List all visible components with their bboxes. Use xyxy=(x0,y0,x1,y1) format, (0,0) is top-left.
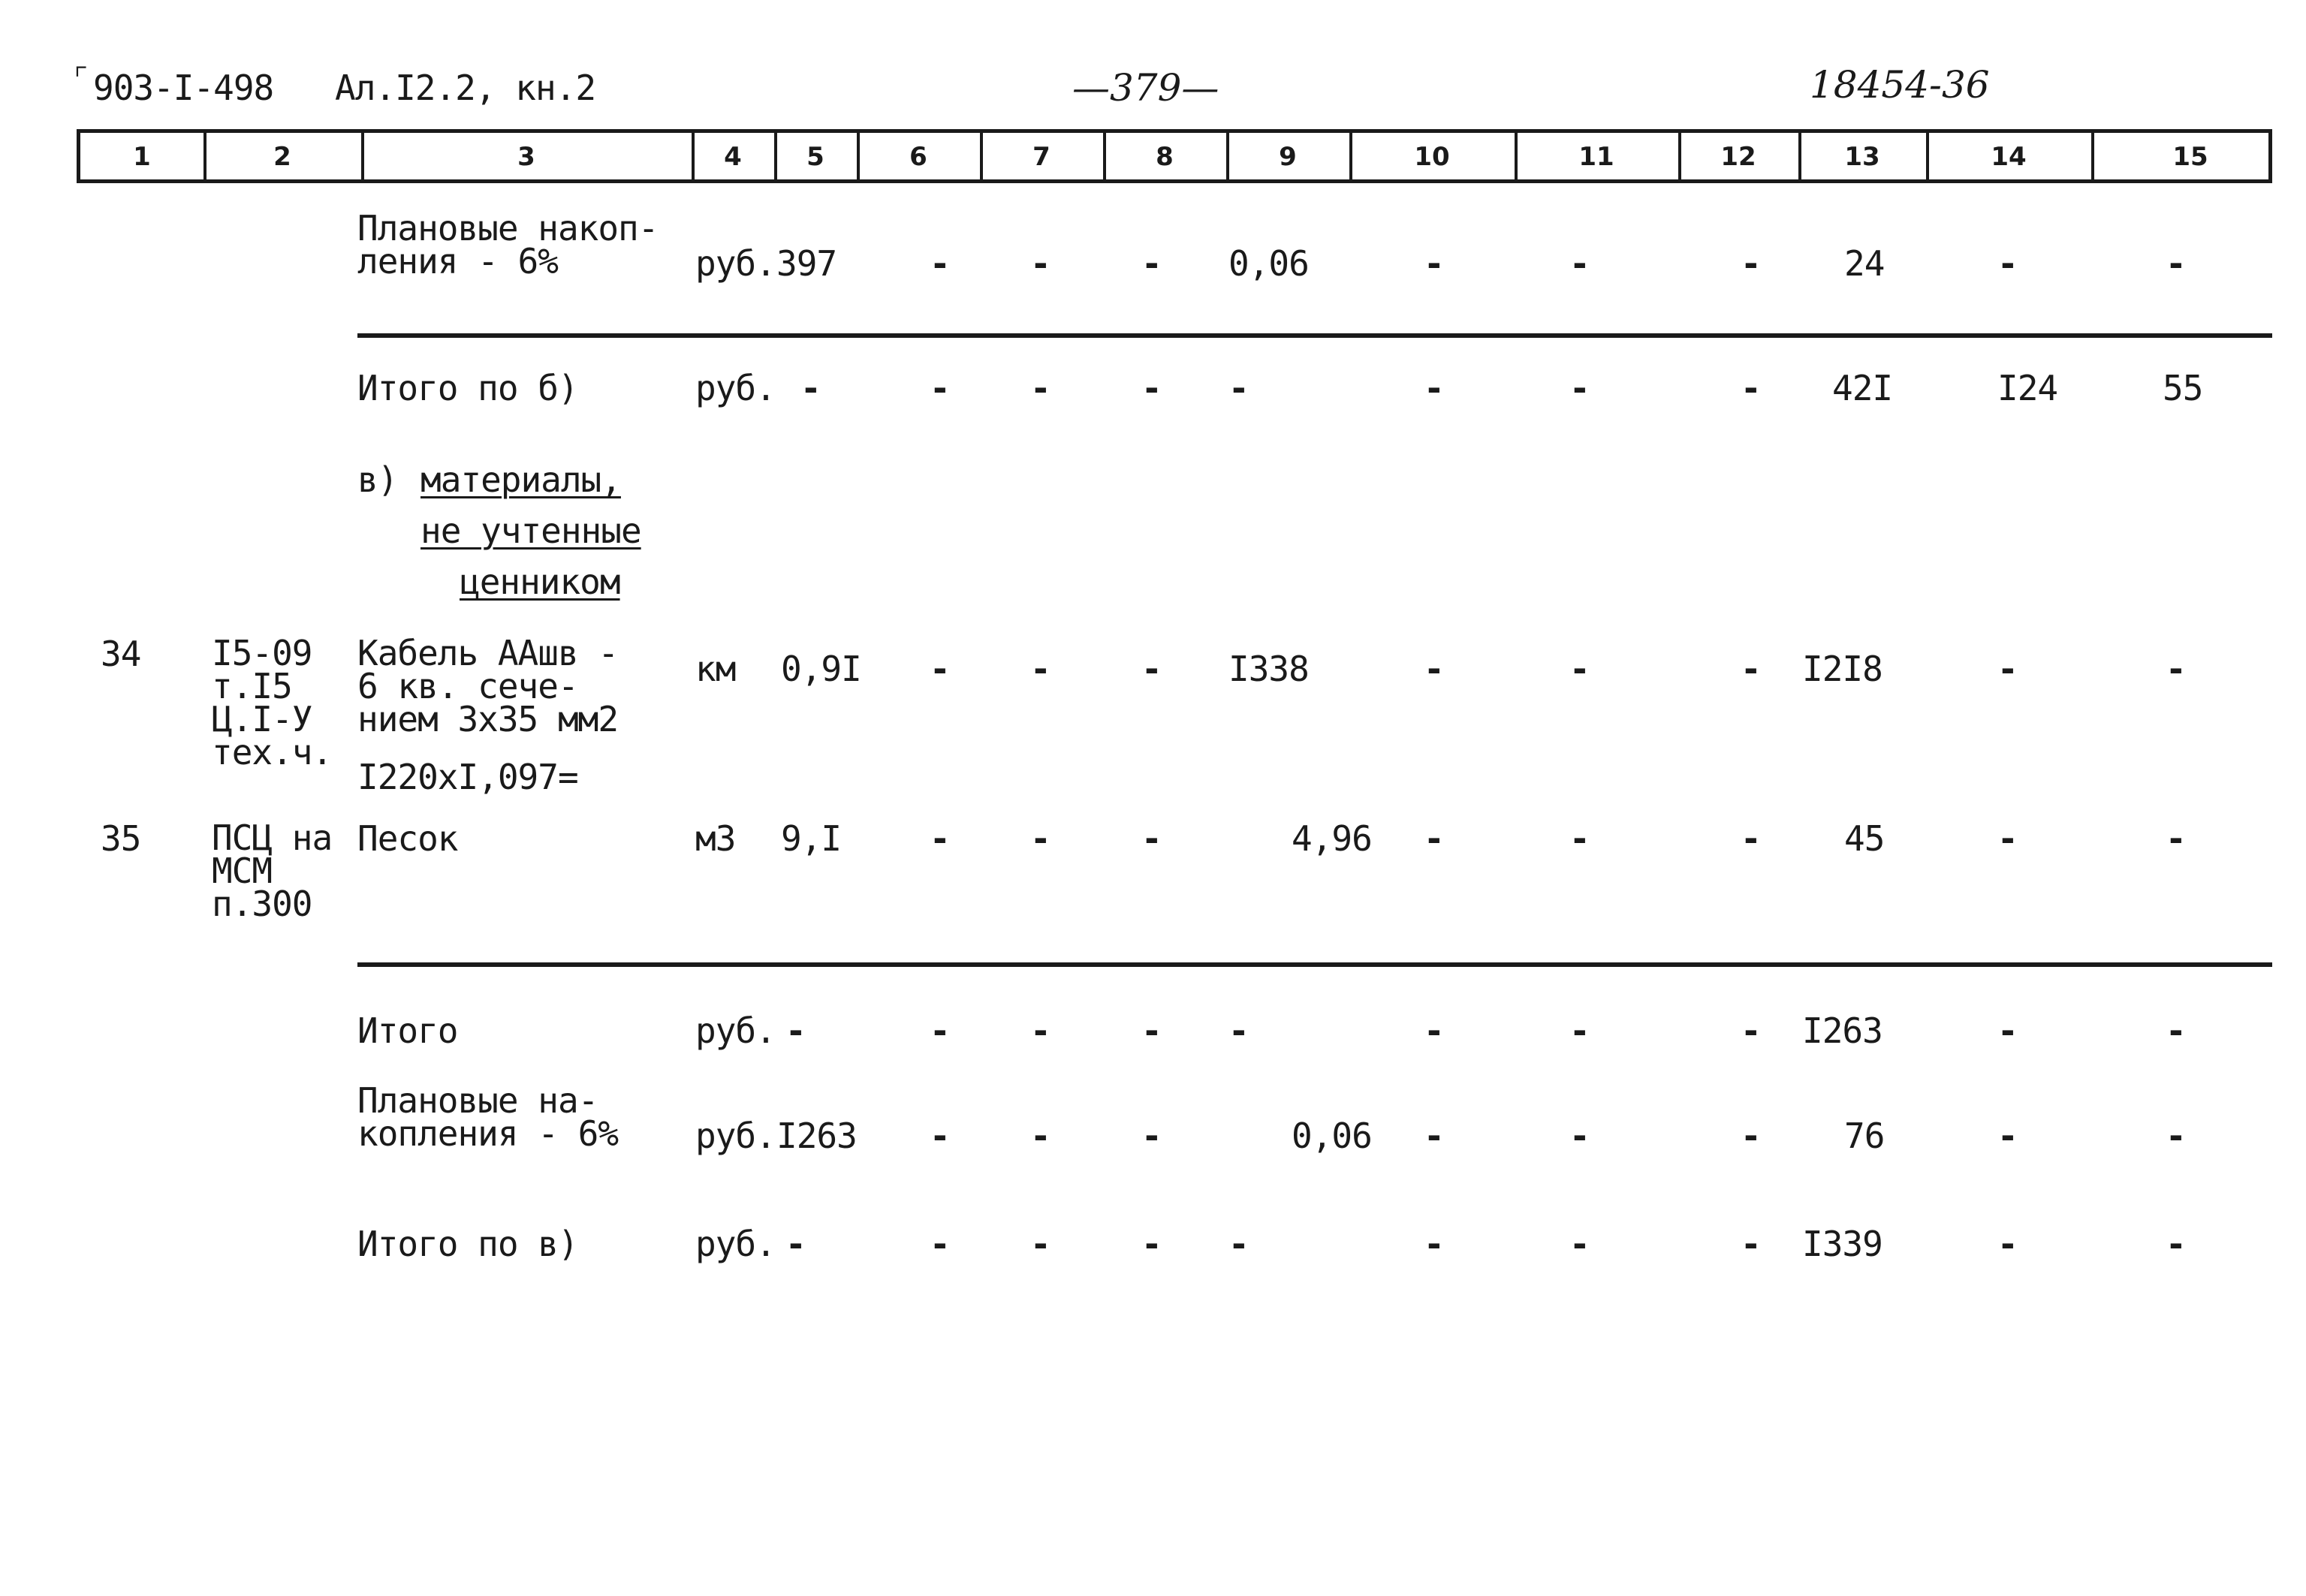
section-line: ценником xyxy=(460,562,620,602)
row-c12: - xyxy=(1741,243,1762,284)
row-c15: - xyxy=(2166,649,2187,689)
column-number: 14 xyxy=(1991,142,2027,172)
row-c12: - xyxy=(1741,1116,1762,1156)
row-name: Итого по б) xyxy=(357,368,578,408)
row-c14: - xyxy=(1997,818,2018,859)
row-c14: - xyxy=(1997,1224,2018,1264)
row-qty: - xyxy=(785,1224,806,1264)
row-c8: - xyxy=(1141,1010,1162,1051)
column-number: 7 xyxy=(1032,142,1051,172)
row-c14: - xyxy=(1997,649,2018,689)
column-number: 11 xyxy=(1578,142,1614,172)
row-c12: - xyxy=(1741,818,1762,859)
row-c9: - xyxy=(1228,368,1249,408)
row-unit: м3 xyxy=(695,818,736,859)
column-number: 12 xyxy=(1720,142,1756,172)
row-c12: - xyxy=(1741,368,1762,408)
row-c6: - xyxy=(930,1116,951,1156)
row-c13: 76 xyxy=(1844,1116,1885,1156)
row-c7: - xyxy=(1030,243,1051,284)
column-number: 1 xyxy=(133,142,151,172)
row-c13: I2I8 xyxy=(1802,649,1882,689)
row-c15: - xyxy=(2166,1224,2187,1264)
row-c7: - xyxy=(1030,818,1051,859)
row-c13: 42I xyxy=(1832,368,1893,408)
handwritten-number: 18454-36 xyxy=(1810,63,1990,107)
row-c14: - xyxy=(1997,243,2018,284)
row-unit: руб. xyxy=(695,243,776,284)
divider-rule xyxy=(357,962,2272,967)
row-number: 34 xyxy=(101,634,141,674)
row-qty: 0,9I xyxy=(781,649,861,689)
doc-code: 903-I-498 xyxy=(93,68,274,108)
row-c8: - xyxy=(1141,1116,1162,1156)
row-c10: - xyxy=(1424,1224,1445,1264)
row-name: Итого по в) xyxy=(357,1224,578,1264)
row-unit: руб. xyxy=(695,1116,776,1156)
row-c6: - xyxy=(930,368,951,408)
row-qty: I263 xyxy=(776,1116,857,1156)
row-c8: - xyxy=(1141,368,1162,408)
row-qty: - xyxy=(800,368,821,408)
row-c14: I24 xyxy=(1997,368,2058,408)
row-c9: - xyxy=(1228,1010,1249,1051)
column-number: 13 xyxy=(1844,142,1880,172)
row-formula: I220хI,097= xyxy=(357,757,578,797)
row-c13: 24 xyxy=(1844,243,1885,284)
section-line: материалы, xyxy=(421,459,621,500)
row-c9: I338 xyxy=(1228,649,1309,689)
row-c11: - xyxy=(1569,649,1590,689)
row-c6: - xyxy=(930,649,951,689)
row-c9: - xyxy=(1228,1224,1249,1264)
corner-mark: ⌜ xyxy=(72,60,90,95)
row-unit: руб. xyxy=(695,1224,776,1264)
row-unit: км xyxy=(695,649,736,689)
row-c9: 0,06 xyxy=(1292,1116,1372,1156)
album-reference: Ал.I2.2, кн.2 xyxy=(335,68,596,108)
divider-rule xyxy=(357,333,2272,338)
row-c9: 4,96 xyxy=(1292,818,1372,859)
column-number: 15 xyxy=(2172,142,2208,172)
row-unit: руб. xyxy=(695,1010,776,1051)
section-prefix: в) xyxy=(357,459,398,500)
row-c15: - xyxy=(2166,1116,2187,1156)
row-name: Плановые накоп- ления - 6% xyxy=(357,208,659,282)
row-c11: - xyxy=(1569,1010,1590,1051)
row-c10: - xyxy=(1424,243,1445,284)
row-c11: - xyxy=(1569,1116,1590,1156)
row-c13: I263 xyxy=(1802,1010,1882,1051)
row-c7: - xyxy=(1030,1010,1051,1051)
row-basis: ПСЦ на МСМ п.300 xyxy=(212,818,333,924)
row-basis: I5-09 т.I5 Ц.I-У тех.ч. xyxy=(212,633,333,772)
row-c12: - xyxy=(1741,1010,1762,1051)
row-c6: - xyxy=(930,243,951,284)
column-number: 8 xyxy=(1156,142,1174,172)
row-c13: 45 xyxy=(1844,818,1885,859)
row-c15: - xyxy=(2166,818,2187,859)
row-c13: I339 xyxy=(1802,1224,1882,1264)
column-number: 2 xyxy=(273,142,291,172)
row-c7: - xyxy=(1030,1116,1051,1156)
row-name: Итого xyxy=(357,1010,458,1051)
row-c14: - xyxy=(1997,1116,2018,1156)
column-number: 6 xyxy=(909,142,927,172)
row-c11: - xyxy=(1569,818,1590,859)
row-c11: - xyxy=(1569,1224,1590,1264)
row-c6: - xyxy=(930,1224,951,1264)
row-c10: - xyxy=(1424,368,1445,408)
column-number: 10 xyxy=(1414,142,1450,172)
column-number: 3 xyxy=(517,142,535,172)
row-c15: - xyxy=(2166,243,2187,284)
row-c11: - xyxy=(1569,368,1590,408)
row-c11: - xyxy=(1569,243,1590,284)
page-number: —379— xyxy=(1072,66,1219,110)
row-c10: - xyxy=(1424,818,1445,859)
row-c10: - xyxy=(1424,1116,1445,1156)
row-c7: - xyxy=(1030,1224,1051,1264)
row-c14: - xyxy=(1997,1010,2018,1051)
row-c10: - xyxy=(1424,649,1445,689)
row-c12: - xyxy=(1741,649,1762,689)
column-number: 9 xyxy=(1279,142,1297,172)
row-qty: - xyxy=(785,1010,806,1051)
row-name: Кабель ААшв - 6 кв. сече- нием 3х35 мм2 xyxy=(357,633,619,739)
row-c9: 0,06 xyxy=(1228,243,1309,284)
column-number: 5 xyxy=(806,142,824,172)
row-c8: - xyxy=(1141,649,1162,689)
row-name: Плановые на- копления - 6% xyxy=(357,1080,619,1154)
row-c10: - xyxy=(1424,1010,1445,1051)
row-qty: 397 xyxy=(776,243,837,284)
row-c8: - xyxy=(1141,818,1162,859)
row-c7: - xyxy=(1030,649,1051,689)
section-line: не учтенные xyxy=(421,510,641,551)
row-c6: - xyxy=(930,1010,951,1051)
row-name: Песок xyxy=(357,818,458,859)
row-qty: 9,I xyxy=(781,818,842,859)
column-number: 4 xyxy=(724,142,742,172)
row-c12: - xyxy=(1741,1224,1762,1264)
row-c7: - xyxy=(1030,368,1051,408)
row-c15: 55 xyxy=(2163,368,2203,408)
column-header xyxy=(77,129,2272,183)
row-c6: - xyxy=(930,818,951,859)
row-c8: - xyxy=(1141,1224,1162,1264)
row-number: 35 xyxy=(101,818,141,859)
row-unit: руб. xyxy=(695,368,776,408)
row-c15: - xyxy=(2166,1010,2187,1051)
row-c8: - xyxy=(1141,243,1162,284)
